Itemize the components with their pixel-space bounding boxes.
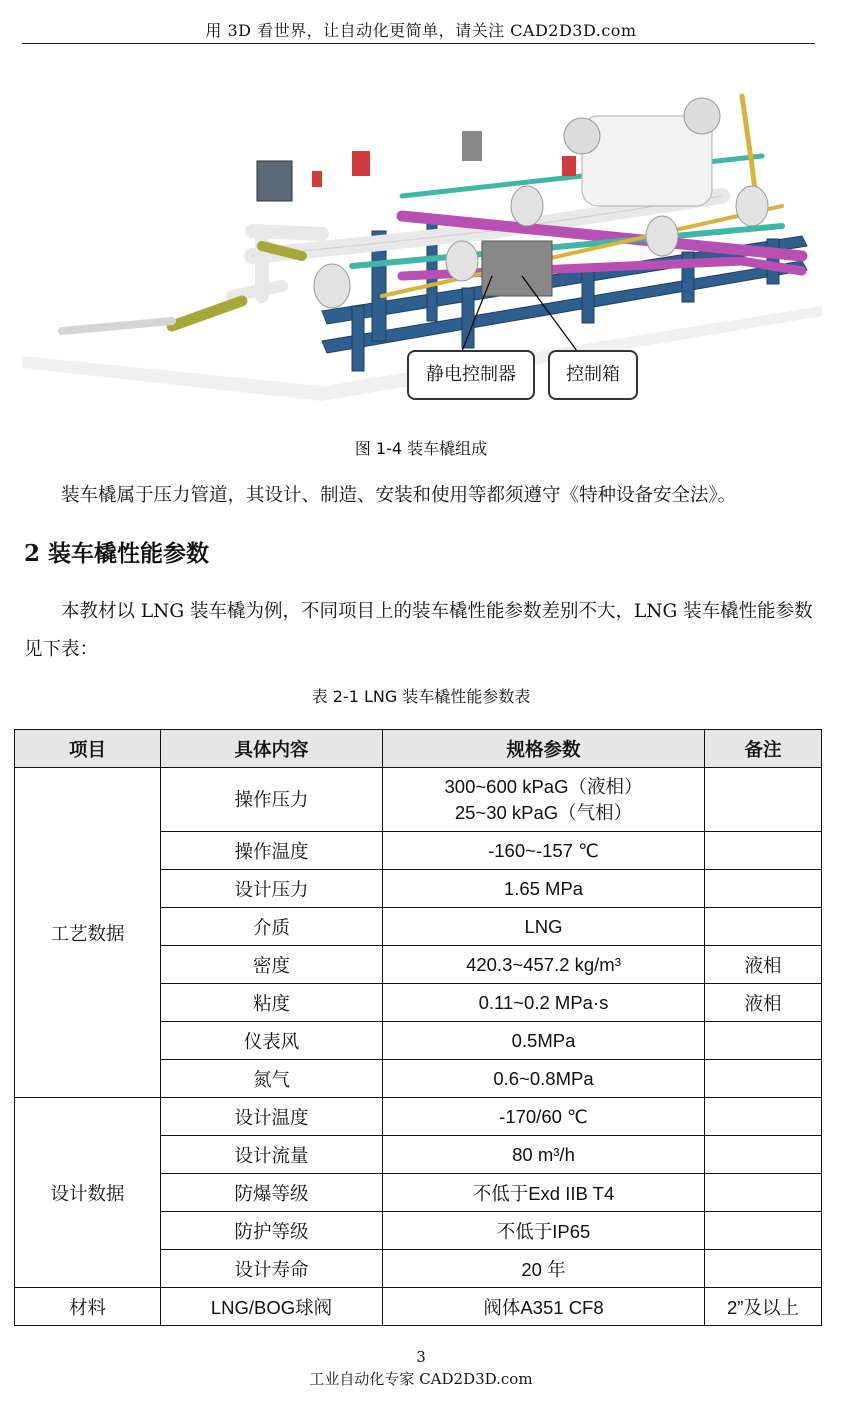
cell-note <box>705 1174 822 1212</box>
cell-spec: 阀体A351 CF8 <box>383 1288 705 1326</box>
cell-spec-line: 25~30 kPaG（气相） <box>454 801 633 823</box>
table-row <box>15 1288 822 1326</box>
cell-spec: 不低于IP65 <box>383 1212 705 1250</box>
callout-control-box: 控制箱 <box>548 350 638 400</box>
callout-static-controller: 静电控制器 <box>407 350 535 400</box>
table-row <box>15 768 822 832</box>
page-footer: 工业自动化专家 CAD2D3D.com <box>309 1370 533 1388</box>
cell-note <box>705 832 822 870</box>
group-material: 材料 <box>15 1288 161 1326</box>
header-note: 备注 <box>705 730 822 768</box>
cell-item: 防护等级 <box>161 1212 383 1250</box>
section-heading: 2 装车橇性能参数 <box>24 540 210 567</box>
cell-note: 2”及以上 <box>705 1288 822 1326</box>
cell-note: 液相 <box>705 946 822 984</box>
cell-spec: 0.11~0.2 MPa·s <box>383 984 705 1022</box>
paragraph-compliance: 装车橇属于压力管道，其设计、制造、安装和使用等都须遵守《特种设备安全法》。 <box>61 485 737 506</box>
table-header-row <box>15 730 822 768</box>
cell-item: 介质 <box>161 908 383 946</box>
cell-note <box>705 1022 822 1060</box>
cell-note <box>705 1060 822 1098</box>
cell-note <box>705 870 822 908</box>
cell-spec: 0.6~0.8MPa <box>383 1060 705 1098</box>
cell-note <box>705 908 822 946</box>
cell-spec: -160~-157 ℃ <box>383 832 705 870</box>
page-header: 用 3D 看世界，让自动化更简单，请关注 CAD2D3D.com <box>205 21 637 40</box>
cell-spec-line: 300~600 kPaG（液相） <box>444 775 643 797</box>
cell-spec: 20 年 <box>383 1250 705 1288</box>
cell-note: 液相 <box>705 984 822 1022</box>
cell-spec: 1.65 MPa <box>383 870 705 908</box>
cell-spec: LNG <box>383 908 705 946</box>
group-design: 设计数据 <box>15 1098 161 1288</box>
cell-item: 设计温度 <box>161 1098 383 1136</box>
paragraph-intro: 本教材以 LNG 装车橇为例，不同项目上的装车橇性能参数差别不大，LNG 装车橇性能参数见下表： <box>24 601 813 660</box>
cell-spec: 不低于Exd IIB T4 <box>383 1174 705 1212</box>
cell-spec: -170/60 ℃ <box>383 1098 705 1136</box>
cell-note <box>705 1136 822 1174</box>
cell-item: 操作压力 <box>161 768 383 832</box>
cell-spec: 420.3~457.2 kg/m³ <box>383 946 705 984</box>
cell-item: 操作温度 <box>161 832 383 870</box>
cell-note <box>705 1098 822 1136</box>
header-item: 项目 <box>15 730 161 768</box>
cell-item: 设计流量 <box>161 1136 383 1174</box>
cell-item: 粘度 <box>161 984 383 1022</box>
header-content: 具体内容 <box>161 730 383 768</box>
table-row <box>15 1098 822 1136</box>
cell-item: 氮气 <box>161 1060 383 1098</box>
cell-item: LNG/BOG球阀 <box>161 1288 383 1326</box>
cell-note <box>705 768 822 832</box>
cell-spec: 0.5MPa <box>383 1022 705 1060</box>
cell-note <box>705 1212 822 1250</box>
group-process: 工艺数据 <box>15 768 161 1098</box>
cell-spec <box>383 768 705 832</box>
header-spec: 规格参数 <box>383 730 705 768</box>
cell-note <box>705 1250 822 1288</box>
cell-item: 密度 <box>161 946 383 984</box>
cell-item: 仪表风 <box>161 1022 383 1060</box>
page-number: 3 <box>416 1348 426 1366</box>
header-divider <box>22 43 815 44</box>
table-caption: 表 2-1 LNG 装车橇性能参数表 <box>311 687 531 706</box>
figure-caption: 图 1-4 装车橇组成 <box>354 439 488 458</box>
cell-item: 设计寿命 <box>161 1250 383 1288</box>
performance-table <box>14 729 822 1326</box>
cell-item: 防爆等级 <box>161 1174 383 1212</box>
cell-item: 设计压力 <box>161 870 383 908</box>
cell-spec: 80 m³/h <box>383 1136 705 1174</box>
